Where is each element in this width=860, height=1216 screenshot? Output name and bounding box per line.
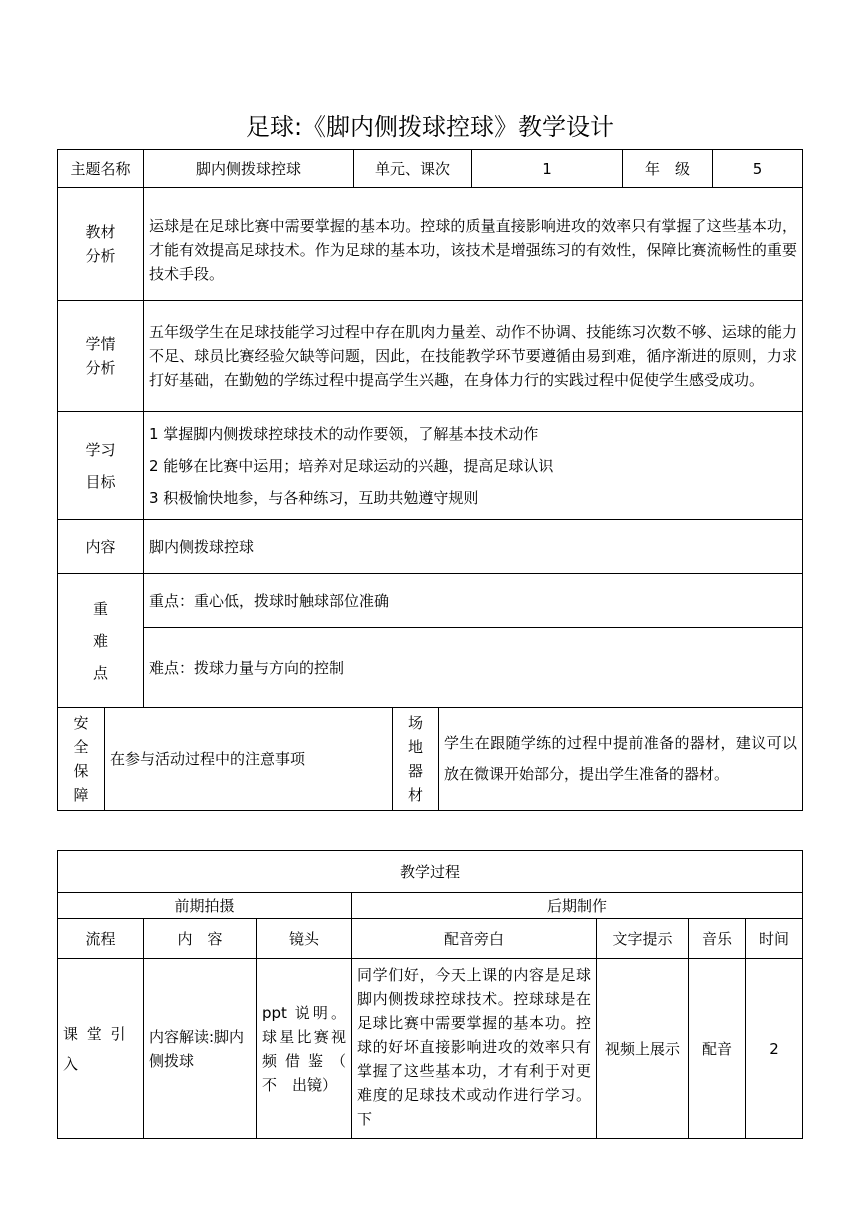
grade-value: 5 (713, 150, 803, 188)
shot-cell: ppt 说明。球星比赛视频借鉴（ 不 出镜） (257, 959, 352, 1139)
topic-value: 脚内侧拨球控球 (144, 150, 354, 188)
objectives-label: 学习 目标 (58, 412, 144, 520)
column-header: 文字提示 (597, 919, 689, 959)
material-analysis-text: 运球是在足球比赛中需要掌握的基本功。控球的质量直接影响进攻的效率只有掌握了这些基本功，才能有效提高足球技术。作为足球的基本功，该技术是增强练习的有效性，保障比赛流畅性的重要技术手段。 (144, 188, 803, 301)
objective-item: 1 掌握脚内侧拨球控球技术的动作要领，了解基本技术动作 (149, 424, 539, 443)
key-point-text: 重点：重心低，拨球时触球部位准确 (144, 574, 803, 628)
time-cell: 2 (746, 959, 803, 1139)
pre-production-header: 前期拍摄 (58, 893, 352, 919)
unit-label: 单元、课次 (354, 150, 472, 188)
column-header: 流程 (58, 919, 144, 959)
column-header: 镜头 (257, 919, 352, 959)
table-row (58, 959, 803, 1139)
process-table (57, 850, 803, 1139)
objective-item: 2 能够在比赛中运用；培养对足球运动的兴趣，提高足球认识 (149, 456, 554, 475)
venue-label: 场 地 器 材 (393, 708, 439, 811)
text-hint-cell: 视频上展示 (597, 959, 689, 1139)
content-cell: 内容解读:脚内侧拨球 (144, 959, 257, 1139)
process-heading: 教学过程 (58, 851, 803, 893)
student-analysis-label: 学情分析 (58, 301, 144, 412)
column-header: 音乐 (689, 919, 746, 959)
topic-label: 主题名称 (58, 150, 144, 188)
objectives-list (144, 412, 803, 520)
difficulty-text: 难点：拨球力量与方向的控制 (144, 628, 803, 708)
lesson-info-table (57, 149, 803, 708)
post-production-header: 后期制作 (352, 893, 803, 919)
music-cell: 配音 (689, 959, 746, 1139)
content-text: 脚内侧拨球控球 (144, 520, 803, 574)
safety-table (57, 707, 803, 811)
safety-label: 安 全 保 障 (58, 708, 105, 811)
material-analysis-label: 教材分析 (58, 188, 144, 301)
page-title: 足球:《脚内侧拨球控球》教学设计 (245, 113, 615, 141)
key-points-label: 重 难 点 (58, 574, 144, 708)
flow-cell: 课 堂 引 入 (58, 959, 144, 1139)
unit-value: 1 (472, 150, 623, 188)
narration-cell: 同学们好，今天上课的内容是足球脚内侧拨球控球技术。控球球是在足球比赛中需要掌握的基本功。控球的好坏直接影响进攻的效率只有掌握了这些基本功，才有利于对更难度的足球技术或动作进行学习。下 (352, 959, 597, 1139)
venue-text: 学生在跟随学练的过程中提前准备的器材，建议可以放在微课开始部分，提出学生准备的器材。 (439, 708, 803, 811)
grade-label: 年 级 (623, 150, 713, 188)
content-label: 内容 (58, 520, 144, 574)
column-header: 内 容 (144, 919, 257, 959)
column-header: 时间 (746, 919, 803, 959)
column-header: 配音旁白 (352, 919, 597, 959)
student-analysis-text: 五年级学生在足球技能学习过程中存在肌肉力量差、动作不协调、技能练习次数不够、运球的能力不足、球员比赛经验欠缺等问题，因此，在技能教学环节要遵循由易到难，循序渐进的原则，力求打好基础，在勤勉的学练过程中提高学生兴趣，在身体力行的实践过程中促使学生感受成功。 (144, 301, 803, 412)
objective-item: 3 积极愉快地参，与各种练习，互助共勉遵守规则 (149, 488, 479, 507)
safety-text: 在参与活动过程中的注意事项 (105, 708, 393, 811)
